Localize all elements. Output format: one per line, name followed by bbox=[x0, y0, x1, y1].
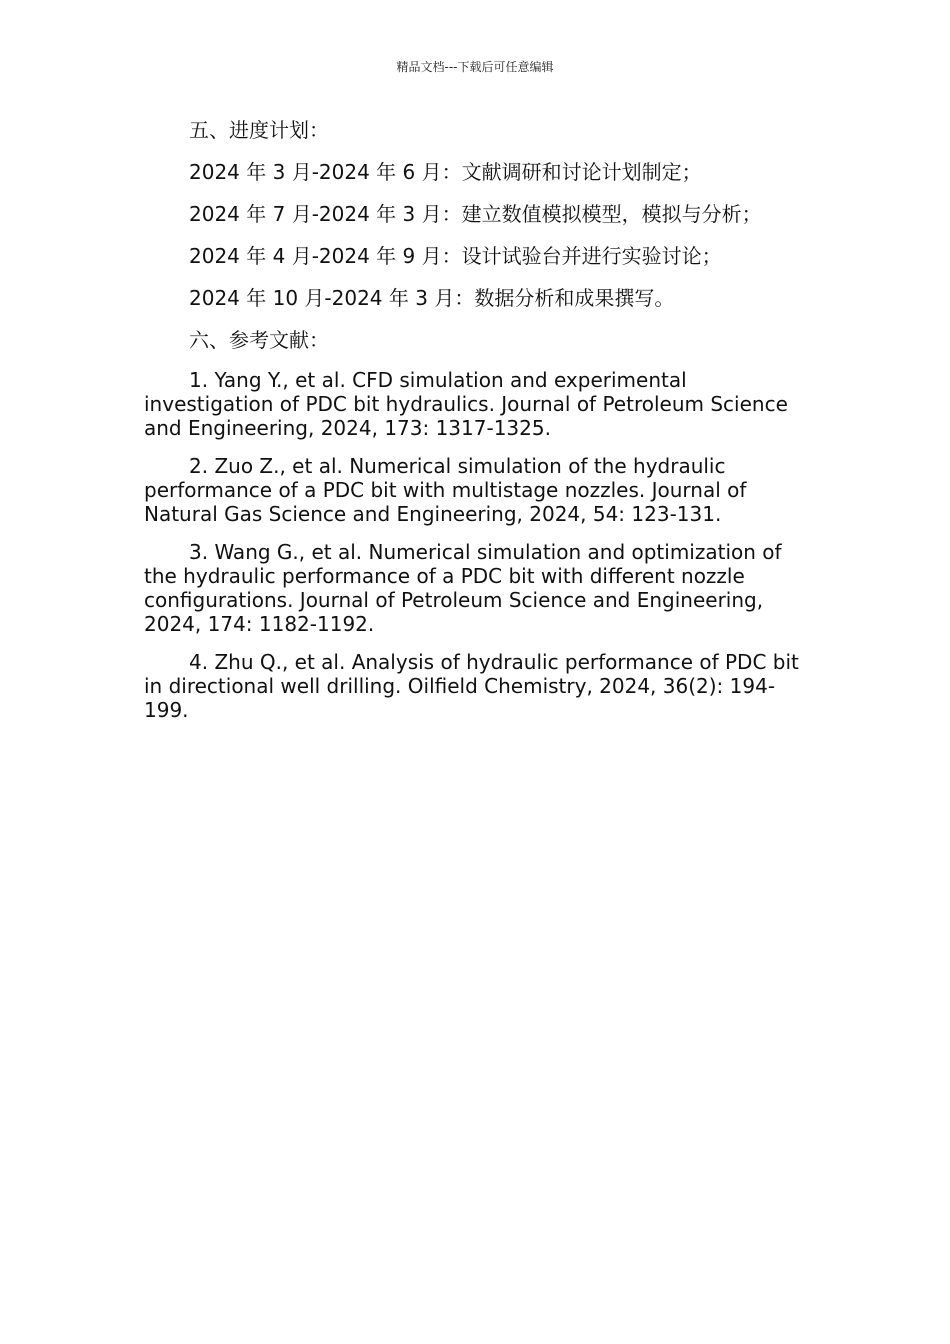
reference-item: 3. Wang G., et al. Numerical simulation and optimization of the hydraulic performance of a PDC bit with different nozzle configurations. Journal of Petroleum Science and Engineering, 2024, 174: 1182-1192. bbox=[144, 540, 782, 636]
page-header: 精品文档---下载后可任意编辑 bbox=[396, 60, 554, 74]
schedule-item: 2024 年 4 月-2024 年 9 月：设计试验台并进行实验讨论； bbox=[189, 244, 722, 268]
schedule-item: 2024 年 7 月-2024 年 3 月：建立数值模拟模型，模拟与分析； bbox=[189, 202, 762, 226]
reference-item: 4. Zhu Q., et al. Analysis of hydraulic performance of PDC bit in directional well drilling. Oilfield Chemistry, 2024, 36(2): 194-199. bbox=[144, 650, 799, 722]
references-heading: 六、参考文献： bbox=[189, 328, 329, 352]
schedule-item: 2024 年 10 月-2024 年 3 月：数据分析和成果撰写。 bbox=[189, 286, 675, 310]
document-body bbox=[144, 116, 809, 736]
reference-item: 2. Zuo Z., et al. Numerical simulation of the hydraulic performance of a PDC bit with multistage nozzles. Journal of Natural Gas Science and Engineering, 2024, 54: 123-131. bbox=[144, 454, 747, 526]
schedule-heading: 五、进度计划： bbox=[189, 118, 329, 142]
schedule-item: 2024 年 3 月-2024 年 6 月：文献调研和讨论计划制定； bbox=[189, 160, 702, 184]
reference-item: 1. Yang Y., et al. CFD simulation and experimental investigation of PDC bit hydraulics. Journal of Petroleum Science and Engineering, 2024, 173: 1317-1325. bbox=[144, 368, 788, 440]
